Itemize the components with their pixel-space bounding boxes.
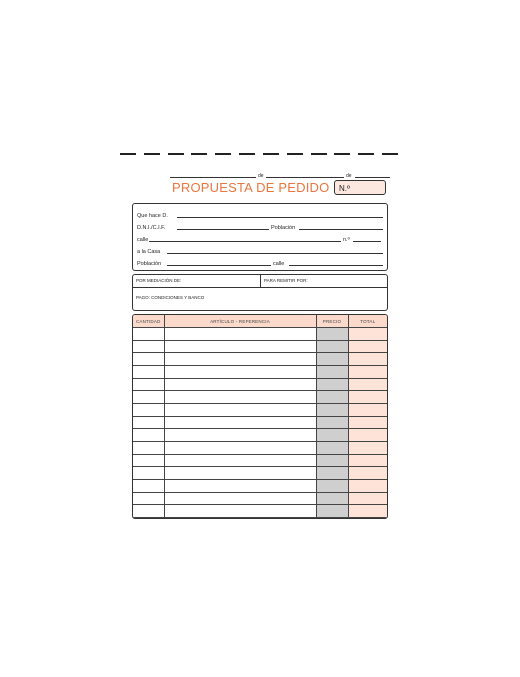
cell-articulo[interactable] xyxy=(164,429,316,442)
cell-cantidad[interactable] xyxy=(133,391,164,404)
cell-precio[interactable] xyxy=(316,365,348,378)
table-row xyxy=(133,441,387,454)
client-info-box xyxy=(132,203,388,271)
cell-total[interactable] xyxy=(348,479,387,492)
conditions-label: PAGO: CONDICIONES Y BANCO xyxy=(136,295,205,300)
field-label: Que hace D. xyxy=(137,213,168,219)
field-line xyxy=(299,229,383,230)
cell-precio[interactable] xyxy=(316,429,348,442)
cell-articulo[interactable] xyxy=(164,328,316,341)
cell-precio[interactable] xyxy=(316,441,348,454)
table-row xyxy=(133,429,387,442)
table-row xyxy=(133,391,387,404)
cell-total[interactable] xyxy=(348,467,387,480)
cell-articulo[interactable] xyxy=(164,353,316,366)
items-table xyxy=(133,315,387,518)
table-row xyxy=(133,416,387,429)
cell-precio[interactable] xyxy=(316,467,348,480)
table-row xyxy=(133,492,387,505)
cell-precio[interactable] xyxy=(316,505,348,518)
field-label-2: calle xyxy=(273,261,285,267)
cell-total[interactable] xyxy=(348,454,387,467)
field-calle-numero[interactable] xyxy=(137,233,383,244)
cell-cantidad[interactable] xyxy=(133,365,164,378)
field-line xyxy=(353,241,381,242)
field-a-la-casa[interactable] xyxy=(137,245,383,256)
cell-articulo[interactable] xyxy=(164,479,316,492)
cell-total[interactable] xyxy=(348,429,387,442)
form-title: PROPUESTA DE PEDIDO xyxy=(172,180,330,195)
table-row xyxy=(133,454,387,467)
cell-precio[interactable] xyxy=(316,378,348,391)
field-poblacion-calle[interactable] xyxy=(137,257,383,268)
date-place-line xyxy=(170,177,256,178)
table-row xyxy=(133,505,387,518)
date-month-line xyxy=(266,177,344,178)
cell-precio[interactable] xyxy=(316,454,348,467)
cell-cantidad[interactable] xyxy=(133,403,164,416)
cell-cantidad[interactable] xyxy=(133,479,164,492)
field-label-2: Población xyxy=(271,225,296,231)
field-dni-poblacion[interactable] xyxy=(137,221,383,232)
field-line xyxy=(167,265,271,266)
cell-cantidad[interactable] xyxy=(133,353,164,366)
cell-total[interactable] xyxy=(348,378,387,391)
field-line xyxy=(177,217,383,218)
table-row xyxy=(133,353,387,366)
divider xyxy=(133,287,387,288)
cell-cantidad[interactable] xyxy=(133,378,164,391)
cell-cantidad[interactable] xyxy=(133,328,164,341)
field-line xyxy=(167,253,383,254)
cell-total[interactable] xyxy=(348,328,387,341)
cell-total[interactable] xyxy=(348,505,387,518)
field-line xyxy=(177,229,269,230)
table-row xyxy=(133,467,387,480)
field-line xyxy=(149,241,341,242)
payment-info-box xyxy=(132,274,388,311)
table-row xyxy=(133,365,387,378)
table-row xyxy=(133,328,387,341)
cell-total[interactable] xyxy=(348,365,387,378)
field-line xyxy=(289,265,383,266)
tear-off-dashes xyxy=(120,153,398,156)
col-total: TOTAL xyxy=(348,315,387,328)
cell-articulo[interactable] xyxy=(164,492,316,505)
cell-cantidad[interactable] xyxy=(133,454,164,467)
cell-cantidad[interactable] xyxy=(133,441,164,454)
cell-articulo[interactable] xyxy=(164,403,316,416)
cell-articulo[interactable] xyxy=(164,505,316,518)
cell-cantidad[interactable] xyxy=(133,429,164,442)
cell-precio[interactable] xyxy=(316,340,348,353)
col-cantidad: CANTIDAD xyxy=(133,315,164,328)
cell-precio[interactable] xyxy=(316,416,348,429)
field-label: calle xyxy=(137,237,149,243)
cell-total[interactable] xyxy=(348,492,387,505)
send-by-label: PARA REMITIR POR: xyxy=(264,278,308,283)
cell-cantidad[interactable] xyxy=(133,416,164,429)
field-que-hace[interactable] xyxy=(137,209,383,220)
field-label: Población xyxy=(137,261,162,267)
date-sep-2: de xyxy=(346,173,352,179)
cell-total[interactable] xyxy=(348,353,387,366)
col-precio: PRECIO xyxy=(316,315,348,328)
items-table-box xyxy=(132,314,388,519)
cell-cantidad[interactable] xyxy=(133,340,164,353)
date-line xyxy=(170,170,390,180)
cell-cantidad[interactable] xyxy=(133,492,164,505)
cell-total[interactable] xyxy=(348,340,387,353)
cell-articulo[interactable] xyxy=(164,340,316,353)
cell-total[interactable] xyxy=(348,441,387,454)
cell-total[interactable] xyxy=(348,403,387,416)
field-label: D.N.I./C.I.F. xyxy=(137,225,166,231)
cell-articulo[interactable] xyxy=(164,391,316,404)
table-header-row xyxy=(133,315,387,328)
col-articulo: ARTÍCULO - REFERENCIA xyxy=(164,315,316,328)
cell-cantidad[interactable] xyxy=(133,505,164,518)
cell-precio[interactable] xyxy=(316,328,348,341)
cell-precio[interactable] xyxy=(316,391,348,404)
cell-precio[interactable] xyxy=(316,403,348,416)
table-row xyxy=(133,340,387,353)
cell-total[interactable] xyxy=(348,391,387,404)
cell-articulo[interactable] xyxy=(164,365,316,378)
cell-cantidad[interactable] xyxy=(133,467,164,480)
cell-articulo[interactable] xyxy=(164,441,316,454)
table-row xyxy=(133,378,387,391)
cell-precio[interactable] xyxy=(316,479,348,492)
cell-articulo[interactable] xyxy=(164,467,316,480)
cell-articulo[interactable] xyxy=(164,378,316,391)
order-number-box[interactable]: N.º xyxy=(334,180,386,195)
table-row xyxy=(133,403,387,416)
cell-articulo[interactable] xyxy=(164,454,316,467)
field-label: a la Casa xyxy=(137,249,161,255)
cell-precio[interactable] xyxy=(316,492,348,505)
cell-total[interactable] xyxy=(348,416,387,429)
date-sep-1: de xyxy=(258,173,264,179)
divider xyxy=(260,275,261,287)
cell-articulo[interactable] xyxy=(164,416,316,429)
by-mediation-label: POR MEDIACIÓN DE: xyxy=(136,278,182,283)
cell-precio[interactable] xyxy=(316,353,348,366)
field-label-2: n.º xyxy=(343,237,350,243)
table-row xyxy=(133,479,387,492)
date-year-line xyxy=(355,177,390,178)
